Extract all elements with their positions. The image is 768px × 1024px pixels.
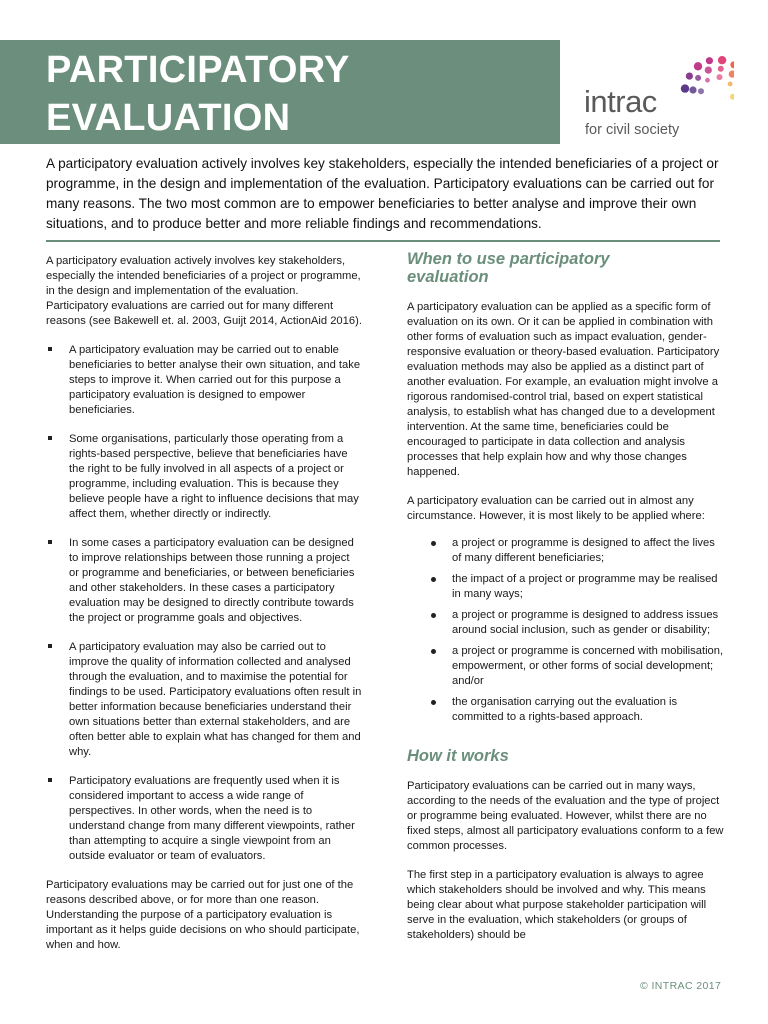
list-item: A participatory evaluation may also be carried out to improve the quality of information collected and analysed through the evaluation, and to maximise the potential for findings to be used. Participatory evaluations often result in better information because beneficiaries understand their own situations better than external stakeholders, and are often better able to explain what has changed for them and why. [46, 640, 362, 760]
list-item: In some cases a participatory evaluation can be designed to improve relationships between those running a project or programme and beneficiaries, or between beneficiaries and other stakeholders. In these cases a participatory evaluation may be designed to directly contribute towards the project or programme goals and objectives. [46, 536, 362, 626]
logo-dot [705, 67, 712, 74]
intrac-logo [584, 50, 734, 142]
logo-dot [695, 75, 701, 81]
list-item: a project or programme is designed to address issues around social inclusion, such as gender or disability; [431, 608, 725, 638]
copyright-footer: © INTRAC 2017 [640, 980, 722, 992]
when-to-use-heading: When to use participatory evaluation [407, 250, 610, 286]
right-column [407, 250, 725, 943]
list-item: the organisation carrying out the evaluation is committed to a rights-based approach. [431, 695, 725, 725]
title-banner [0, 40, 560, 144]
logo-dot [681, 84, 689, 92]
logo-dot [705, 78, 710, 83]
page-title-line-2: EVALUATION [46, 97, 291, 139]
when-paragraph-2: A participatory evaluation can be carried out in almost any circumstance. However, it is most likely to be applied where: [407, 495, 705, 522]
section-divider [46, 240, 720, 242]
logo-dot [717, 74, 723, 80]
left-outro-paragraph: Participatory evaluations may be carried out for just one of the reasons described above, or for more than one reason. Understanding the purpose of a participatory evaluation is important as it helps guide decisions on who should participate, when and how. [46, 879, 360, 951]
how-paragraph-1: Participatory evaluations can be carried out in many ways, according to the needs of the evaluation and the type of project or programme being evaluated. However, whilst there are no fixed steps, almost all participatory evaluations conform to a few common processes. [407, 780, 724, 852]
round-bullet-icon [431, 613, 436, 618]
list-item: a project or programme is designed to affect the lives of many different beneficiaries; [431, 536, 725, 566]
round-bullet-icon [431, 577, 436, 582]
list-item: the impact of a project or programme may be realised in many ways; [431, 572, 725, 602]
round-bullet-icon [431, 541, 436, 546]
square-bullet-icon [48, 778, 52, 782]
list-item: Some organisations, particularly those operating from a rights-based perspective, believe that beneficiaries have the right to be fully involved in all aspects of a project or programme, including evaluation. This is because they believe people have a right to influence decisions that may affect them, whether directly or indirectly. [46, 432, 362, 522]
list-item: a project or programme is concerned with mobilisation, empowerment, or other forms of social development; and/or [431, 644, 725, 689]
logo-dot [686, 73, 693, 80]
left-column [46, 254, 362, 953]
intro-paragraph: A participatory evaluation actively involves key stakeholders, especially the intended beneficiaries of a project or programme, in the design and implementation of the evaluation. Participatory evaluations can be carried out for many reasons. The two most common are to empower beneficiaries to better analyse and improve their own situations, and to produce better and more reliable findings and recommendations. [46, 156, 719, 231]
logo-dot [718, 56, 726, 64]
logo-dot [694, 62, 702, 70]
when-paragraph-1: A participatory evaluation can be applied as a specific form of evaluation on its own. Or it can be applied in combination with other forms of evaluation such as impact evaluation, gender-responsive evaluation or theory-based evaluation. Participatory evaluation methods may also be applied as a distinct part of another evaluation. For example, an evaluation might involve a rigorous randomised-control trial, based on expert statistical analysis, to establish what has changed due to a development intervention. At the same time, beneficiaries could be encouraged to participate in data collection and analysis processes that help explain how and why those changes happened. [407, 301, 720, 478]
reasons-list [46, 343, 362, 864]
list-item: Participatory evaluations are frequently used when it is considered important to access a wide range of perspectives. In other words, when the need is to understand change from many different viewpoints, rather than attempting to acquire a single viewpoint from an outside evaluator or team of evaluators. [46, 774, 362, 864]
page-title [46, 46, 350, 142]
round-bullet-icon [431, 700, 436, 705]
logo-dot [718, 66, 724, 72]
list-item: A participatory evaluation may be carried out to enable beneficiaries to better analyse their own situation, and take steps to improve it. When carried out for this purpose a participatory evaluation is designed to empower beneficiaries. [46, 343, 362, 418]
how-it-works-heading: How it works [407, 747, 509, 765]
round-bullet-icon [431, 649, 436, 654]
logo-dot [728, 82, 733, 87]
square-bullet-icon [48, 436, 52, 440]
logo-dot [729, 71, 734, 78]
square-bullet-icon [48, 347, 52, 351]
square-bullet-icon [48, 540, 52, 544]
logo-dot [698, 88, 704, 94]
logo-dot [689, 86, 696, 93]
how-paragraph-2: The first step in a participatory evaluation is always to agree which stakeholders should be involved and why. This means being clear about what purpose stakeholder participation will serve in the evaluation, which stakeholders (or groups of stakeholders) should be [407, 869, 707, 941]
page-title-line-1: PARTICIPATORY [46, 49, 350, 91]
logo-dot [730, 94, 734, 100]
logo-dot [706, 57, 713, 64]
left-lead-paragraph: A participatory evaluation actively involves key stakeholders, especially the intended beneficiaries of a project or programme, in the design and implementation of the evaluation. Participatory evaluations are carried out for many different reasons (see Bakewell et. al. 2003, Guijt 2014, ActionAid 2016). [46, 255, 362, 327]
logo-wordmark: intrac [584, 84, 657, 119]
logo-tagline: for civil society [585, 122, 680, 138]
circumstances-list [407, 536, 725, 725]
logo-dot [730, 61, 734, 68]
square-bullet-icon [48, 644, 52, 648]
